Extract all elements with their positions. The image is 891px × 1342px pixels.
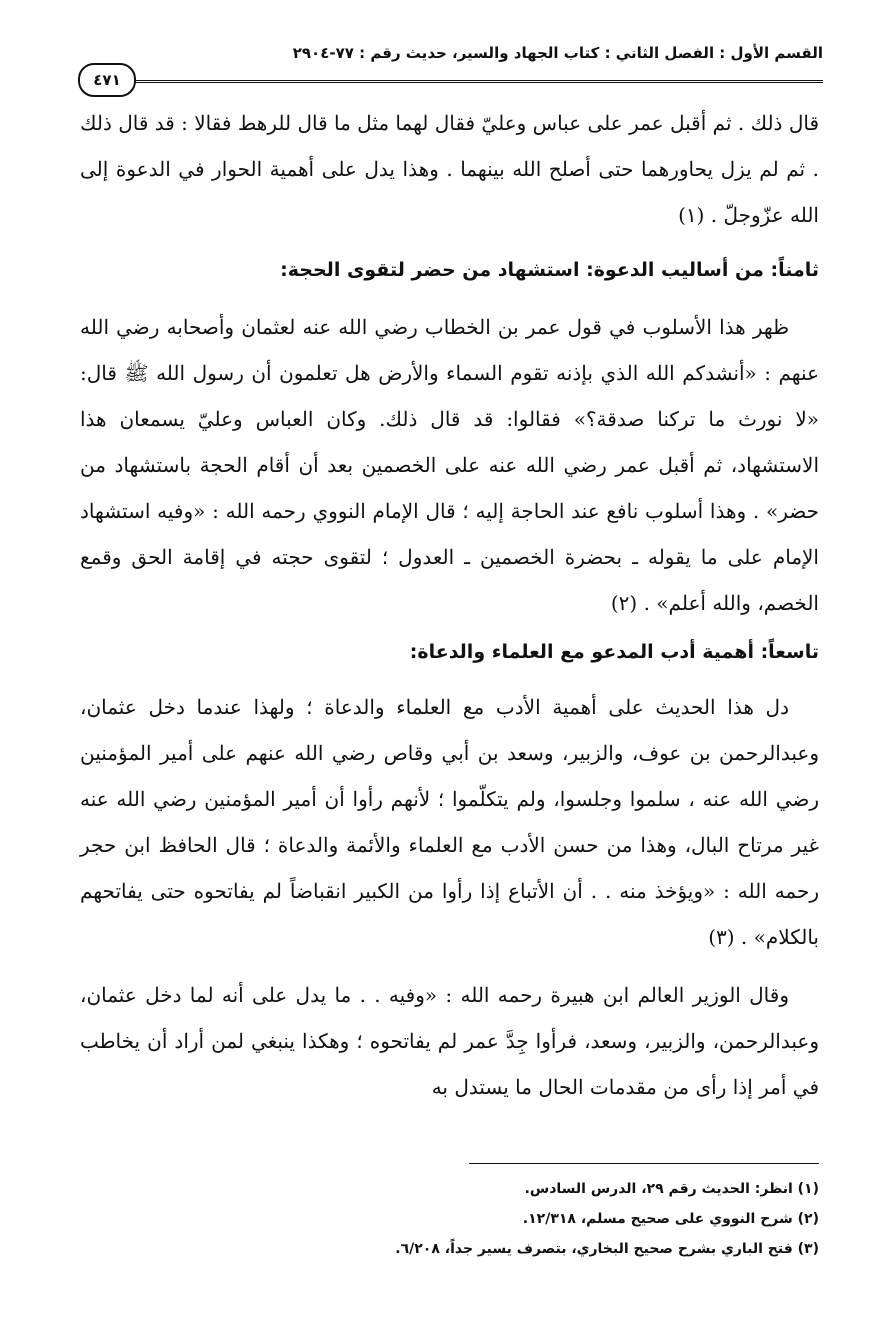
footnote-2: (٢) شرح النووي على صحيح مسلم، ١٢/٣١٨. (522, 1211, 819, 1227)
footnotes (80, 1174, 819, 1264)
main-text (80, 100, 819, 1110)
paragraph-2: ظهر هذا الأسلوب في قول عمر بن الخطاب رضي الله عنه لعثمان وأصحابه رضي الله عنهم : «أنشدكم الله الذي بإذنه تقوم السماء والأرض هل تعلمون أن رسول الله ﷺ قال: «لا نورث ما تركنا صدقة؟» فقالوا: قد قال ذلك. وكان العباس وعليّ يسمعان هذا الاستشهاد، ثم أقبل عمر رضي الله عنه على الخصمين بعد أن أقام الحجة باستشهاد من حضر» . وهذا أسلوب نافع عند الحاجة إليه ؛ قال الإمام النووي رحمه الله : «وفيه استشهاد الإمام على ما يقوله ـ بحضرة الخصمين ـ العدول ؛ لتقوى حجته في إقامة الحق وقمع الخصم، والله أعلم» . (٢) (80, 315, 820, 615)
page-number: ٤٧١ (78, 63, 136, 97)
section-heading-ninth: تاسعاً: أهمية أدب المدعو مع العلماء والدعاة: (409, 641, 819, 663)
section-heading-eighth: ثامناً: من أساليب الدعوة: استشهاد من حضر لتقوى الحجة: (280, 259, 819, 281)
footnote-3: (٣) فتح الباري بشرح صحيح البخاري، بتصرف يسير جداً، ٦/٢٠٨. (395, 1241, 819, 1257)
paragraph-4: وقال الوزير العالم ابن هبيرة رحمه الله : «وفيه . . ما يدل على أنه لما دخل عثمان، وعبدالرحمن، والزبير، وسعد، فرأوا جِدَّ عمر لم يفاتحوه ؛ وهكذا ينبغي لمن أراد أن يخاطب في أمر إذا رأى من مقدمات الحال ما يستدل به (80, 983, 819, 1099)
running-header: القسم الأول : الفصل الثاني : كتاب الجهاد والسير، حديث رقم : ٧٧-٢٩٠٤ (292, 44, 823, 62)
footnote-rule (469, 1163, 819, 1164)
paragraph-1: قال ذلك . ثم أقبل عمر على عباس وعليّ فقال لهما مثل ما قال للرهط فقالا : قد قال ذلك . ثم لم يزل يحاورهما حتى أصلح الله بينهما . وهذا يدل على أهمية الحوار في الدعوة إلى الله عزّوجلّ . (١) (80, 111, 819, 227)
paragraph-3: دل هذا الحديث على أهمية الأدب مع العلماء والدعاة ؛ ولهذا عندما دخل عثمان، وعبدالرحمن بن عوف، والزبير، وسعد بن أبي وقاص رضي الله عنهم على أمير المؤمنين رضي الله عنه ، سلموا وجلسوا، ولم يتكلّموا ؛ لأنهم رأوا أن أمير المؤمنين رضي الله عنه غير مرتاح البال، وهذا من حسن الأدب مع العلماء والأئمة والدعاة ؛ قال الحافظ ابن حجر رحمه الله : «ويؤخذ منه . . أن الأتباع إذا رأوا من الكبير انقباضاً لم يفاتحوه حتى يفاتحهم بالكلام» . (٣) (80, 695, 819, 949)
footnote-1: (١) انظر: الحديث رقم ٢٩، الدرس السادس. (524, 1181, 819, 1197)
header-rule (135, 80, 823, 83)
